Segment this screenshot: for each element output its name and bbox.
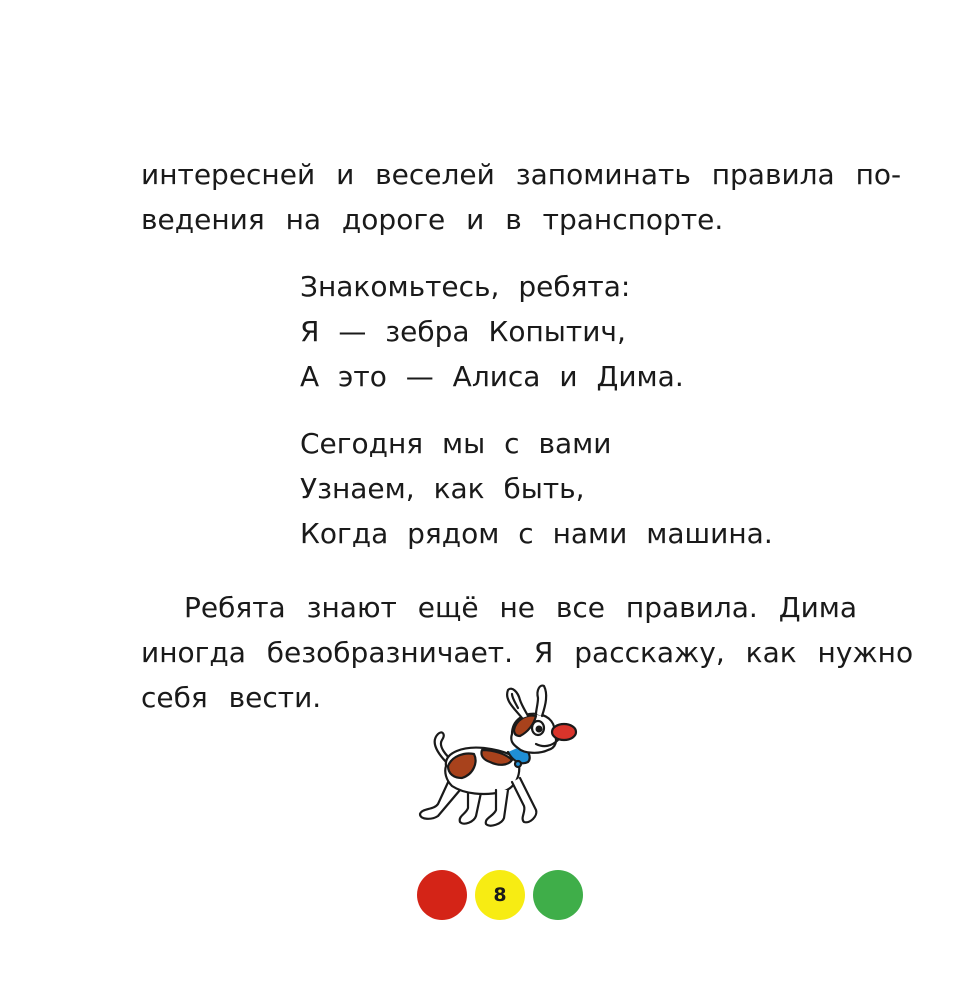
dog-ear: [536, 686, 546, 716]
closing-line-2: иногда безобразничает. Я расскажу, как нужно: [141, 636, 914, 669]
page-number: 8: [493, 884, 507, 906]
poem-line: Узнаем, как быть,: [300, 472, 585, 505]
intro-paragraph: [141, 152, 902, 242]
poem-stanza-2: [300, 421, 773, 556]
poem-stanza-1: [300, 264, 684, 399]
intro-line-2: ведения на дороге и в транспорте.: [141, 203, 724, 236]
dog-ear: [507, 689, 528, 718]
poem-line: Знакомьтесь, ребята:: [300, 270, 631, 303]
dog-nose: [552, 724, 576, 740]
green-light: [533, 870, 583, 920]
dog-illustration: [408, 682, 588, 832]
intro-line-1: интересней и веселей запоминать правила по-: [141, 158, 902, 191]
dog-front-leg: [486, 790, 508, 826]
yellow-light: [475, 870, 525, 920]
poem-line: Сегодня мы с вами: [300, 427, 612, 460]
red-light: [417, 870, 467, 920]
traffic-light-page-indicator: [417, 870, 583, 920]
poem-line: А это — Алиса и Дима.: [300, 360, 684, 393]
closing-line-3: себя вести.: [141, 681, 322, 714]
poem-line: Я — зебра Копытич,: [300, 315, 626, 348]
poem-line: Когда рядом с нами машина.: [300, 517, 773, 550]
dog-front-leg: [512, 778, 536, 822]
dog-collar-tag: [515, 761, 521, 767]
closing-line-1: Ребята знают ещё не все правила. Дима: [184, 591, 858, 624]
